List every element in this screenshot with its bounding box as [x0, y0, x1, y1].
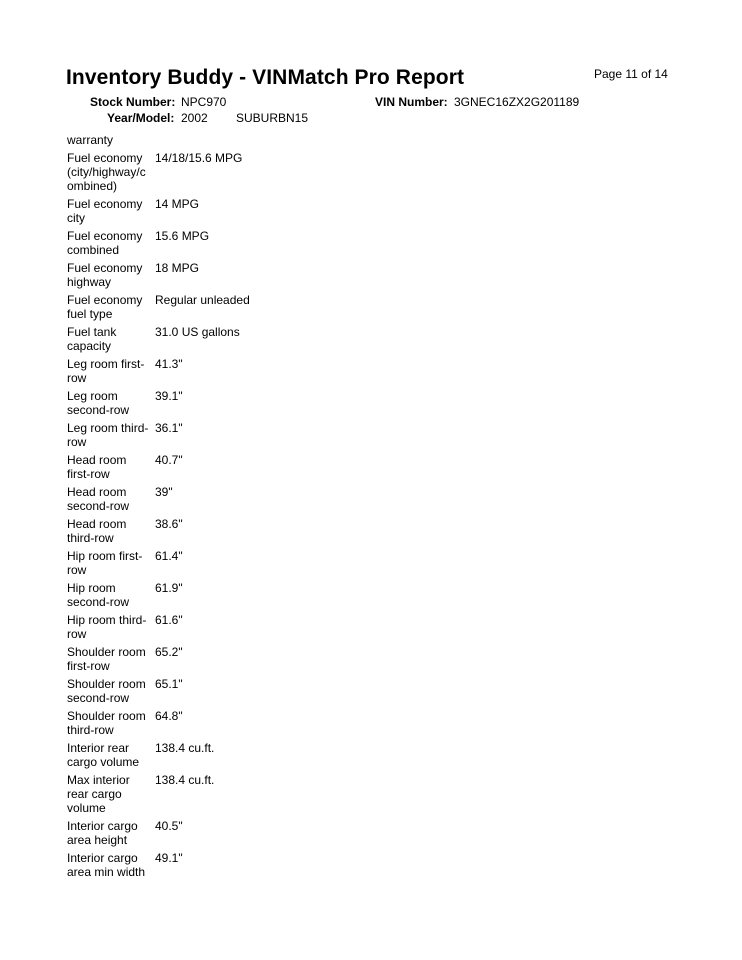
spec-label: Leg room first-row — [67, 357, 145, 385]
spec-label: Fuel tank capacity — [67, 325, 117, 353]
spec-value: 31.0 US gallons — [155, 325, 240, 339]
spec-row — [67, 773, 367, 815]
spec-row — [67, 819, 367, 847]
spec-label: Interior cargo area min width — [67, 851, 146, 879]
spec-value: 14 MPG — [155, 197, 200, 211]
spec-row — [67, 517, 367, 545]
spec-row — [67, 613, 367, 641]
spec-value: 40.7" — [155, 453, 183, 467]
spec-value: 40.5" — [155, 819, 183, 833]
spec-label: Hip room third-row — [67, 613, 147, 641]
spec-label: Hip room second-row — [67, 581, 130, 609]
spec-label: Fuel economy fuel type — [67, 293, 143, 321]
spec-value: 61.4" — [155, 549, 183, 563]
year-value: 2002 — [181, 111, 208, 125]
spec-row — [67, 851, 367, 879]
spec-label: Max interior rear cargo volume — [67, 773, 130, 815]
continuation-text: warranty — [67, 133, 114, 147]
spec-row — [67, 677, 367, 705]
spec-label: Fuel economy city — [67, 197, 143, 225]
spec-value: 138.4 cu.ft. — [155, 773, 215, 787]
stock-number-value: NPC970 — [181, 95, 227, 109]
spec-row — [67, 357, 367, 385]
spec-value: 15.6 MPG — [155, 229, 210, 243]
spec-value: 14/18/15.6 MPG — [155, 151, 243, 165]
year-model-label: Year/Model: — [107, 111, 175, 125]
page-indicator: Page 11 of 14 — [594, 67, 668, 81]
spec-row — [67, 549, 367, 577]
spec-value: 61.9" — [155, 581, 183, 595]
spec-row — [67, 293, 367, 321]
spec-row — [67, 453, 367, 481]
spec-label: Hip room first-row — [67, 549, 143, 577]
spec-value: 18 MPG — [155, 261, 200, 275]
spec-value: 39.1" — [155, 389, 183, 403]
spec-label: Head room second-row — [67, 485, 130, 513]
spec-row — [67, 389, 367, 417]
spec-value: 138.4 cu.ft. — [155, 741, 215, 755]
spec-label: Interior rear cargo volume — [67, 741, 140, 769]
spec-value: 64.8" — [155, 709, 183, 723]
spec-label: Head room third-row — [67, 517, 127, 545]
spec-row — [67, 229, 367, 257]
spec-row — [67, 325, 367, 353]
spec-row — [67, 261, 367, 289]
spec-value: 49.1" — [155, 851, 183, 865]
spec-label: Shoulder room second-row — [67, 677, 146, 705]
spec-row — [67, 421, 367, 449]
vin-value: 3GNEC16ZX2G201189 — [454, 95, 580, 109]
spec-value: 65.1" — [155, 677, 183, 691]
spec-row — [67, 645, 367, 673]
spec-label: Shoulder room third-row — [67, 709, 146, 737]
spec-value: 41.3" — [155, 357, 183, 371]
spec-row — [67, 151, 367, 193]
spec-list — [67, 133, 367, 883]
spec-rows — [67, 151, 367, 879]
spec-row — [67, 709, 367, 737]
spec-row — [67, 581, 367, 609]
spec-label: Fuel economy (city/highway/c ombined) — [67, 151, 146, 193]
report-title: Inventory Buddy - VINMatch Pro Report — [66, 66, 465, 89]
spec-label: Fuel economy highway — [67, 261, 143, 289]
spec-value: 65.2" — [155, 645, 183, 659]
model-value: SUBURBN15 — [236, 111, 309, 125]
spec-value: 61.6" — [155, 613, 183, 627]
spec-label: Leg room third-row — [67, 421, 149, 449]
spec-label: Head room first-row — [67, 453, 127, 481]
spec-value: Regular unleaded — [155, 293, 250, 307]
stock-number-label: Stock Number: — [90, 95, 176, 109]
spec-value: 39" — [155, 485, 173, 499]
spec-label: Leg room second-row — [67, 389, 130, 417]
spec-row — [67, 741, 367, 769]
spec-label: Shoulder room first-row — [67, 645, 146, 673]
spec-label: Interior cargo area height — [67, 819, 138, 847]
spec-value: 36.1" — [155, 421, 183, 435]
spec-value: 38.6" — [155, 517, 183, 531]
spec-row — [67, 485, 367, 513]
vin-label: VIN Number: — [375, 95, 448, 109]
spec-row — [67, 197, 367, 225]
spec-label: Fuel economy combined — [67, 229, 143, 257]
